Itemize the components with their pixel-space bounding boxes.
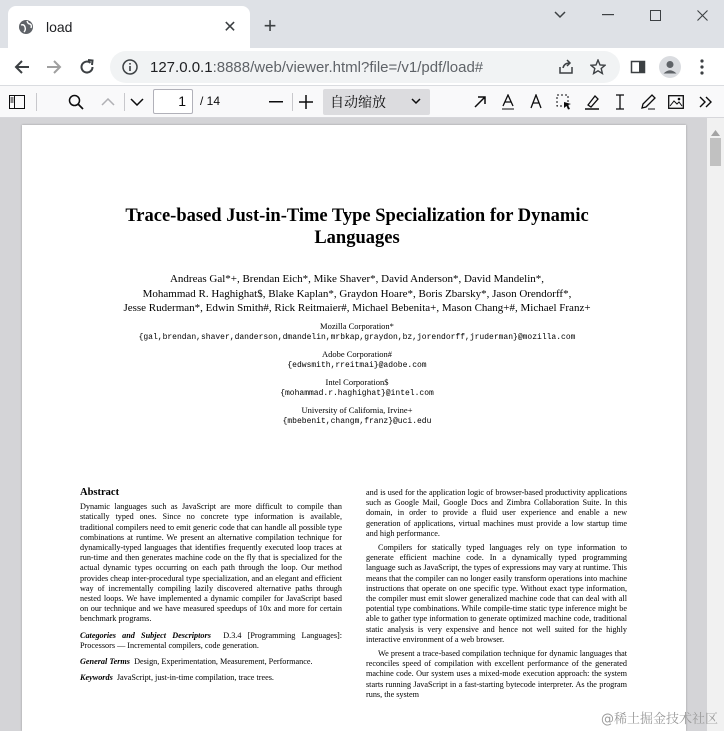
right-column: [366, 488, 627, 704]
open-external-icon[interactable]: [466, 88, 494, 116]
pdf-toolbar: [0, 86, 724, 118]
text-cursor-icon[interactable]: [606, 88, 634, 116]
draw-pen-icon[interactable]: [634, 88, 662, 116]
tab-search-icon[interactable]: [548, 6, 572, 24]
zoom-select[interactable]: [323, 89, 430, 115]
find-search-icon[interactable]: [62, 88, 90, 116]
intro-paragraph-3: We present a trace-based compilation technique for dynamic languages that reconciles speed of compilation with excellent performance of the generated machine code. Our system uses a mixed-mode execution approach: the system starts running JavaScript in a fast-starting bytecode interpreter. As the program runs, the system: [366, 649, 627, 699]
pdf-page: [22, 125, 686, 731]
chevron-down-icon: [410, 94, 422, 110]
abstract-heading: Abstract: [80, 487, 120, 498]
text-annotation-icon[interactable]: [494, 88, 522, 116]
categories: Categories and Subject Descriptors D.3.4 [Programming Languages]: Processors — Incremental compilers, code generation.: [80, 630, 343, 650]
site-info-icon[interactable]: [122, 59, 138, 75]
affiliation-mozilla: Mozilla Corporation* {gal,brendan,shaver,danderson,dmandelin,mrbkap,graydon,bz,jorendorff,jruderman}@mozilla.com: [138, 321, 576, 342]
browser-tab[interactable]: [8, 6, 250, 48]
share-icon[interactable]: [552, 51, 580, 83]
close-window-button[interactable]: [690, 6, 714, 24]
affiliation-adobe: Adobe Corporation# {edwsmith,rreitmai}@adobe.com: [287, 349, 427, 370]
abstract-text: Dynamic languages such as JavaScript are more difficult to compile than statically typed ones. Since no concrete type information is available, traditional compilers need to emit generic code that can handle all possible type combinations at runtime. We present an alternative compilation technique for dynamically-typed languages that identifies frequently executed loop traces at run-time and then generates machine code on the fly that is specialized for the actual dynamic types occurring on each path through the loop. Our method provides cheap inter-procedural type specialization, and an elegant and efficient way of incrementally compiling lazily discovered alternative paths through nested loops. We have implemented a dynamic compiler for JavaScript based on our technique and we have measured speedups of 10x and more for certain benchmark programs.: [80, 502, 342, 624]
forward-button[interactable]: [40, 53, 68, 81]
watermark: @稀土掘金技术社区: [600, 712, 718, 727]
affiliation-intel: Intel Corporation$ {mohammad.r.haghighat}@intel.com: [280, 377, 434, 398]
keywords: Keywords JavaScript, just-in-time compilation, trace trees.: [80, 673, 274, 683]
bookmark-star-icon[interactable]: [584, 51, 612, 83]
viewer-scrollbar[interactable]: [707, 118, 724, 731]
add-image-icon[interactable]: [662, 88, 690, 116]
tab-title: load: [46, 19, 73, 35]
maximize-button[interactable]: [643, 6, 667, 24]
close-tab-icon[interactable]: ✕: [223, 19, 237, 36]
profile-avatar-icon[interactable]: [656, 53, 684, 81]
toolbar-divider: [36, 93, 37, 111]
page-number-input[interactable]: 1: [153, 89, 193, 114]
select-tool-icon[interactable]: [550, 88, 578, 116]
intro-paragraph-2: Compilers for statically typed languages rely on type information to generate efficient machine code. In a dynamically typed programming language such as JavaScript, the types of expressions may vary at runtime. This means that the compiler can no longer easily transform operations into machine instructions that operate on one specific type. Without exact type information, the compiler must emit slower generalized machine code that can deal with all potential type combinations. While compile-time static type inference might be able to gather type information to generate optimized machine code, traditional static analysis is very expensive and hence not well suited for the highly interactive environment of a web browser.: [366, 543, 627, 644]
left-column: [80, 488, 342, 687]
zoom-value: 自动缩放: [330, 94, 386, 110]
scrollbar-thumb[interactable]: [710, 138, 721, 166]
menu-kebab-icon[interactable]: [688, 53, 716, 81]
text-format-icon[interactable]: [522, 88, 550, 116]
side-panel-icon[interactable]: [624, 53, 652, 81]
zoom-out-icon[interactable]: [262, 88, 290, 116]
back-button[interactable]: [8, 53, 36, 81]
next-page-icon[interactable]: [123, 88, 151, 116]
previous-page-icon[interactable]: [94, 88, 122, 116]
authors: Andreas Gal*+, Brendan Eich*, Mike Shaver*, David Anderson*, David Mandelin*, Mohammad R. Haghighat$, Blake Kaplan*, Graydon Hoare*, Boris Zbarsky*, Jason Orendorff*, Jesse Ruderman*, Edwin Smith#, Rick Reitmaier#, Michael Bebenita+, Mason Chang+#, Michael Franz+: [123, 273, 591, 314]
zoom-in-icon[interactable]: [292, 88, 320, 116]
affiliation-uci: University of California, Irvine+ {mbebenit,changm,franz}@uci.edu: [282, 405, 432, 426]
general-terms: General Terms Design, Experimentation, Measurement, Performance.: [80, 657, 313, 667]
page-count: / 14: [200, 94, 221, 108]
highlight-icon[interactable]: [578, 88, 606, 116]
address-bar: [0, 48, 724, 86]
reload-button[interactable]: [73, 53, 101, 81]
more-tools-icon[interactable]: [692, 88, 720, 116]
sidebar-toggle-icon[interactable]: [3, 88, 31, 116]
globe-icon: [18, 19, 34, 35]
url-text[interactable]: 127.0.0.1:8888/web/viewer.html?file=/v1/pdf/load#: [150, 58, 484, 76]
omnibox[interactable]: [110, 51, 620, 83]
intro-paragraph-1: and is used for the application logic of browser-based productivity applications such as Google Mail, Google Docs and Zimbra Collaboration Suite. In this domain, in order to provide a fluid user experience and enable a new generation of applications, virtual machines must provide a low startup time and high performance.: [366, 488, 627, 538]
paper-title: Trace-based Just-in-Time Type Specialization for Dynamic Languages: [125, 206, 589, 248]
new-tab-button[interactable]: +: [263, 13, 277, 38]
minimize-button[interactable]: [596, 6, 620, 24]
browser-titlebar: [0, 0, 724, 48]
